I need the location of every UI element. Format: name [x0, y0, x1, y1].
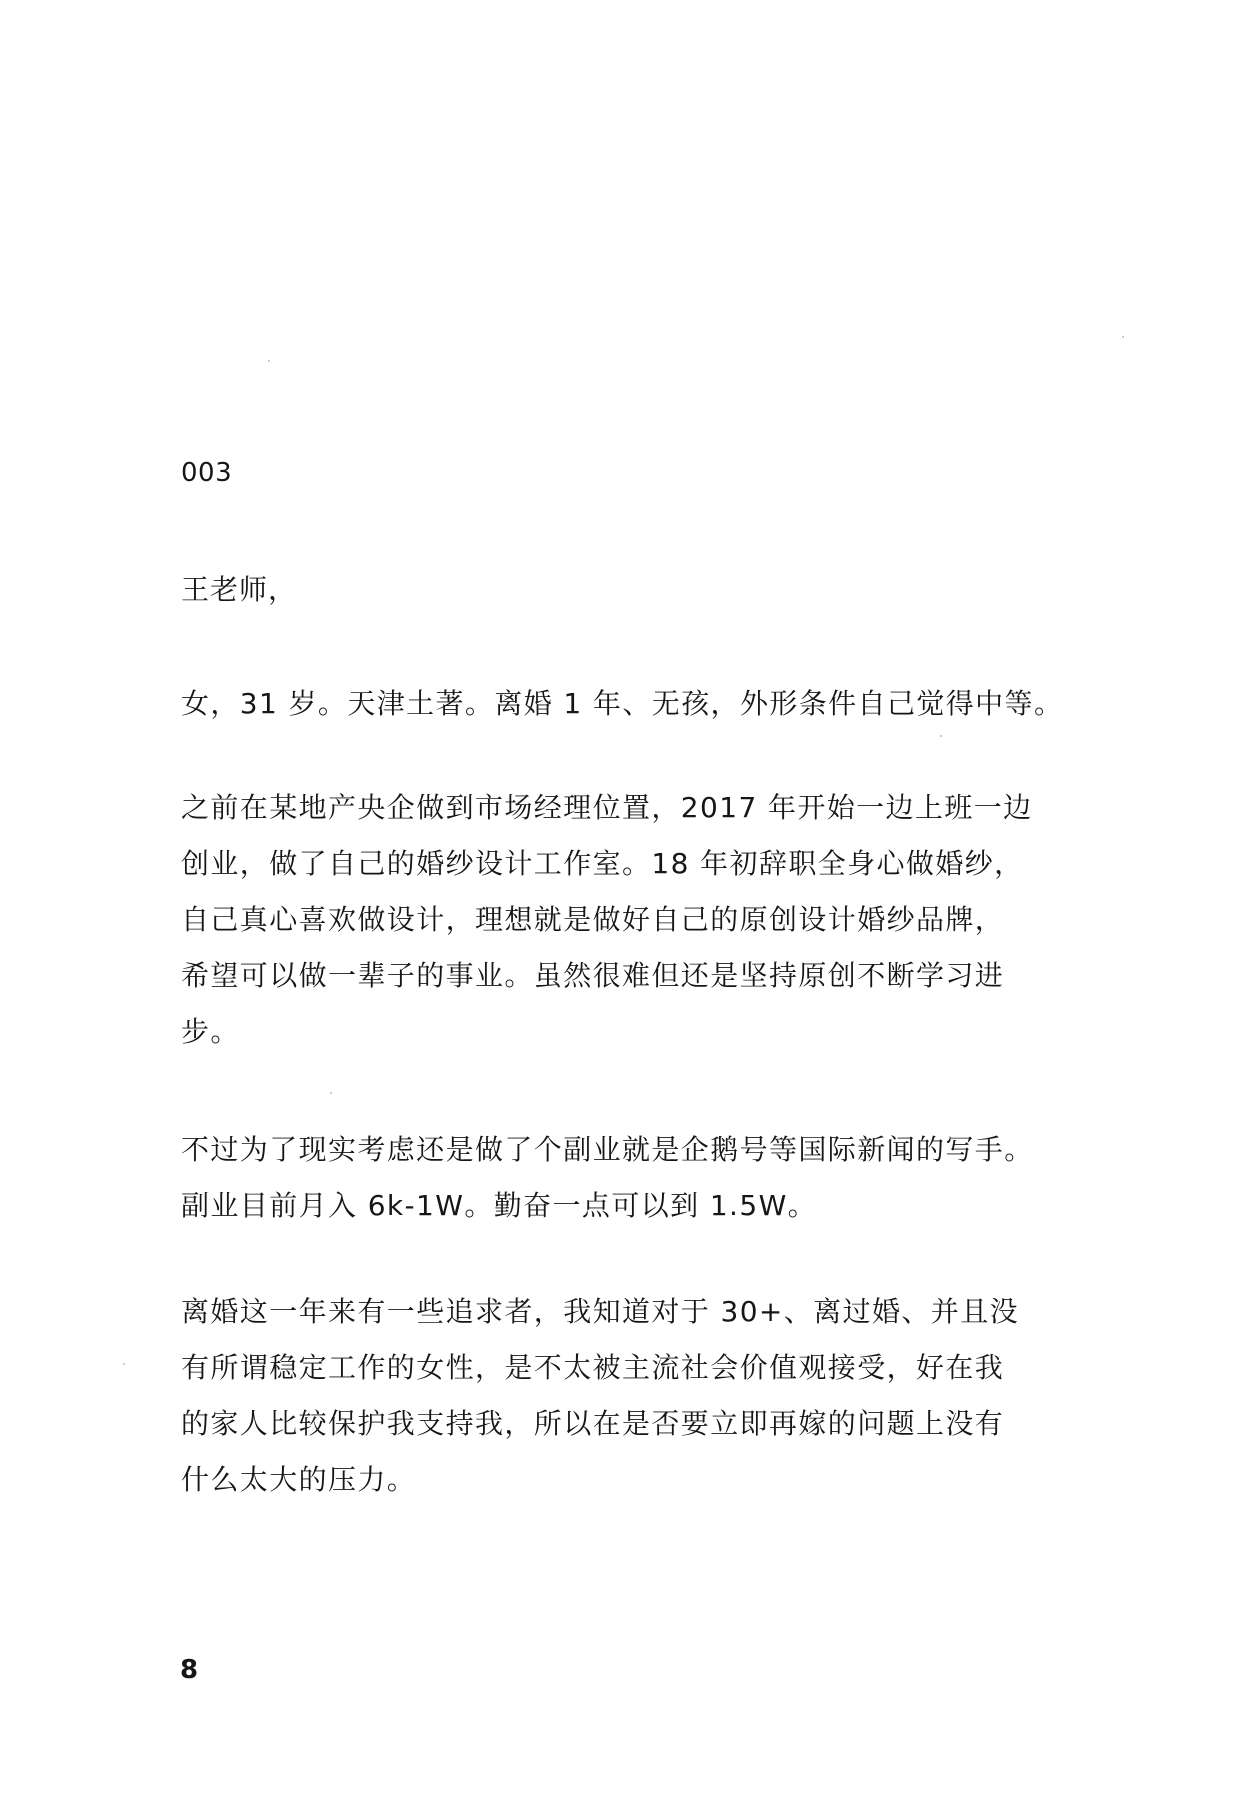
scan-speck: [940, 735, 942, 737]
paragraph-1: [181, 676, 1064, 732]
paragraph-line: 的家人比较保护我支持我，所以在是否要立即再嫁的问题上没有: [181, 1407, 1005, 1440]
scan-speck: [268, 360, 270, 362]
paragraph-line: 离婚这一年来有一些追求者，我知道对于 30+、离过婚、并且没: [181, 1295, 1019, 1328]
paragraph-line: 有所谓稳定工作的女性，是不太被主流社会价值观接受，好在我: [181, 1351, 1005, 1384]
paragraph-4: [181, 1284, 1051, 1508]
paragraph-3: [181, 1122, 1051, 1234]
document-number: 003: [181, 458, 233, 488]
paragraph-line: 自己真心喜欢做设计，理想就是做好自己的原创设计婚纱品牌，: [181, 903, 1005, 936]
paragraph-line: 副业目前月入 6k-1W。勤奋一点可以到 1.5W。: [181, 1189, 818, 1222]
paragraph-2: [181, 780, 1051, 1060]
paragraph-line: 之前在某地产央企做到市场经理位置，2017 年开始一边上班一边: [181, 791, 1033, 824]
paragraph-line: 什么太大的压力。: [181, 1463, 417, 1496]
scan-speck: [330, 1092, 332, 1094]
paragraph-line: 步。: [181, 1015, 240, 1048]
paragraph-line: 女，31 岁。天津土著。离婚 1 年、无孩，外形条件自己觉得中等。: [181, 687, 1064, 720]
paragraph-line: 创业，做了自己的婚纱设计工作室。18 年初辞职全身心做婚纱，: [181, 847, 1024, 880]
salutation: 王老师，: [181, 573, 298, 606]
page-number: 8: [180, 1655, 199, 1685]
paragraph-line: 希望可以做一辈子的事业。虽然很难但还是坚持原创不断学习进: [181, 959, 1005, 992]
paragraph-line: 不过为了现实考虑还是做了个副业就是企鹅号等国际新闻的写手。: [181, 1133, 1034, 1166]
scan-speck: [1122, 336, 1124, 338]
scan-speck: [123, 1363, 125, 1365]
